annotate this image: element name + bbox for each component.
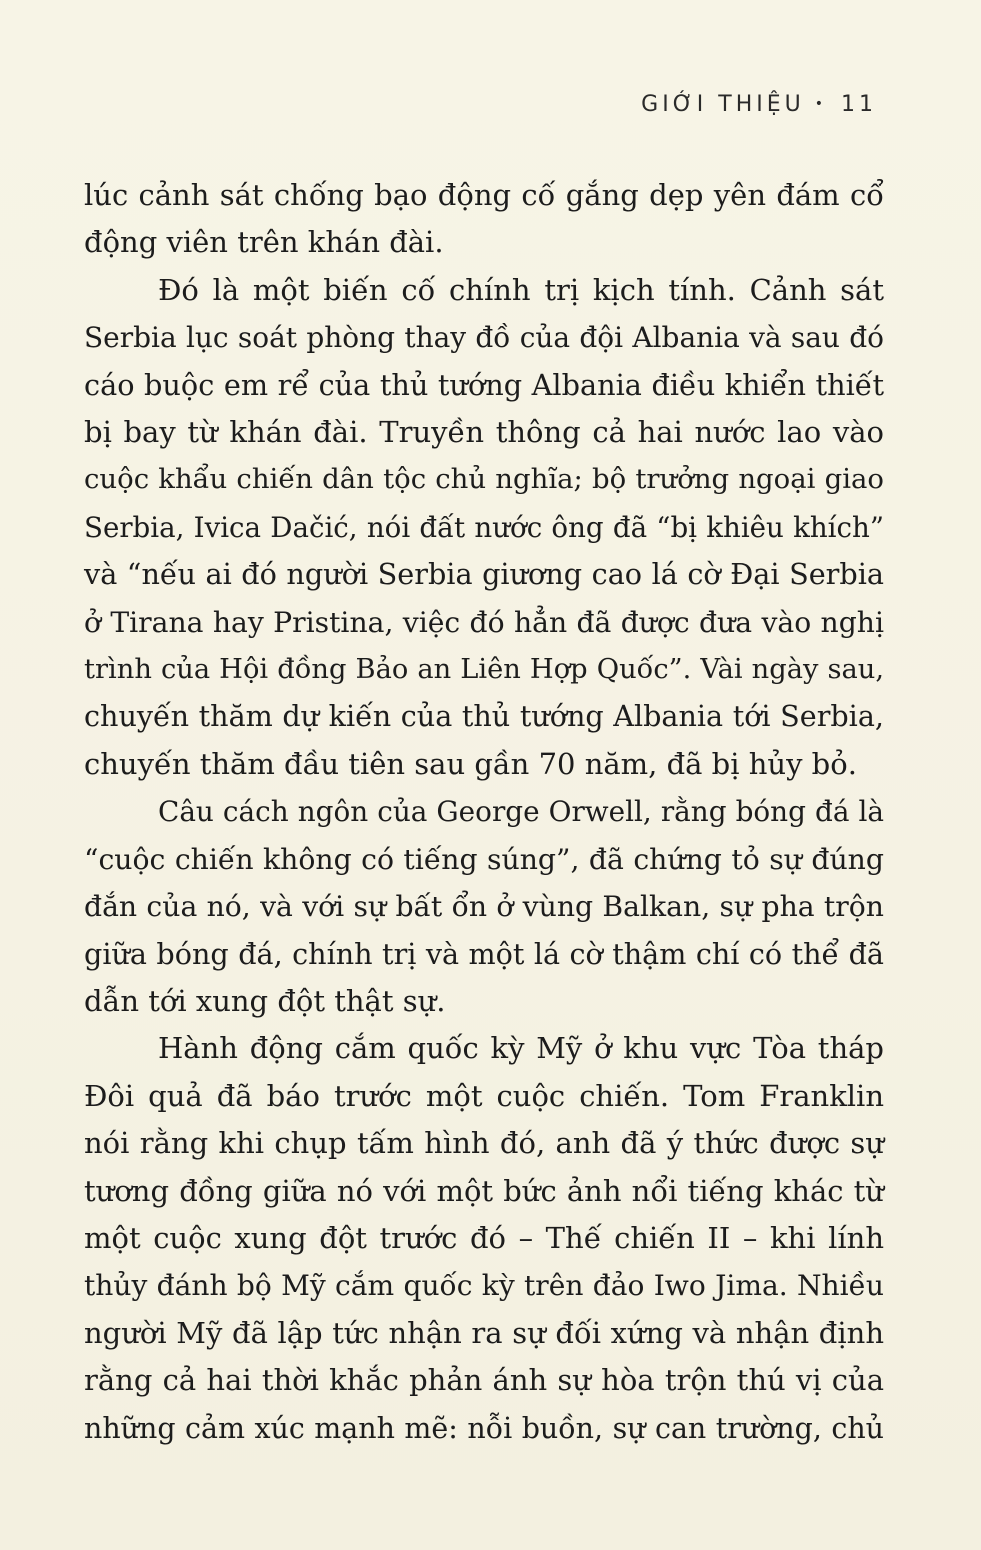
- text-line: chuyến thăm đầu tiên sau gần 70 năm, đã bị hủy bỏ.: [84, 746, 857, 781]
- body-text: [84, 172, 884, 1452]
- text-line: “cuộc chiến không có tiếng súng”, đã chứng tỏ sự đúng: [84, 842, 884, 876]
- text-line: cuộc khẩu chiến dân tộc chủ nghĩa; bộ trưởng ngoại giao: [84, 463, 884, 496]
- section-title: GIỚI THIỆU: [641, 92, 805, 117]
- text-line: Serbia lục soát phòng thay đồ của đội Albania và sau đó: [84, 321, 884, 355]
- text-line: ở Tirana hay Pristina, việc đó hẳn đã được đưa vào nghị: [84, 605, 884, 639]
- text-line: giữa bóng đá, chính trị và một lá cờ thậm chí có thể đã: [84, 936, 884, 971]
- text-line: trình của Hội đồng Bảo an Liên Hợp Quốc”. Vài ngày sau,: [84, 654, 884, 686]
- text-line: dẫn tới xung đột thật sự.: [84, 983, 446, 1018]
- text-line: Hành động cắm quốc kỳ Mỹ ở khu vực Tòa tháp: [158, 1031, 884, 1066]
- text-line: thủy đánh bộ Mỹ cắm quốc kỳ trên đảo Iwo Jima. Nhiều: [84, 1269, 884, 1303]
- text-line: người Mỹ đã lập tức nhận ra sự đối xứng và nhận định: [84, 1315, 884, 1350]
- text-line: bị bay từ khán đài. Truyền thông cả hai nước lao vào: [84, 415, 884, 450]
- running-header: [641, 92, 877, 117]
- text-line: Serbia, Ivica Dačić, nói đất nước ông đã “bị khiêu khích”: [84, 510, 884, 544]
- text-line: và “nếu ai đó người Serbia giương cao lá cờ Đại Serbia: [84, 557, 884, 592]
- text-line: những cảm xúc mạnh mẽ: nỗi buồn, sự can trường, chủ: [84, 1411, 884, 1445]
- text-line: lúc cảnh sát chống bạo động cố gắng dẹp yên đám cổ: [84, 178, 884, 212]
- text-line: chuyến thăm dự kiến của thủ tướng Albania tới Serbia,: [84, 699, 884, 734]
- text-line: một cuộc xung đột trước đó – Thế chiến II – khi lính: [84, 1220, 884, 1255]
- page-number: 11: [841, 92, 877, 117]
- text-line: tương đồng giữa nó với một bức ảnh nổi tiếng khác từ: [84, 1173, 884, 1208]
- text-line: động viên trên khán đài.: [84, 225, 444, 260]
- text-line: cáo buộc em rể của thủ tướng Albania điều khiển thiết: [84, 367, 884, 402]
- text-line: Câu cách ngôn của George Orwell, rằng bóng đá là: [158, 795, 884, 829]
- text-line: Đôi quả đã báo trước một cuộc chiến. Tom Franklin: [84, 1078, 884, 1113]
- header-separator: •: [814, 96, 827, 112]
- text-line: Đó là một biến cố chính trị kịch tính. Cảnh sát: [158, 272, 884, 307]
- text-line: đắn của nó, và với sự bất ổn ở vùng Balkan, sự pha trộn: [84, 890, 884, 924]
- text-line: rằng cả hai thời khắc phản ánh sự hòa trộn thú vị của: [84, 1363, 884, 1398]
- text-line: nói rằng khi chụp tấm hình đó, anh đã ý thức được sự: [84, 1126, 884, 1161]
